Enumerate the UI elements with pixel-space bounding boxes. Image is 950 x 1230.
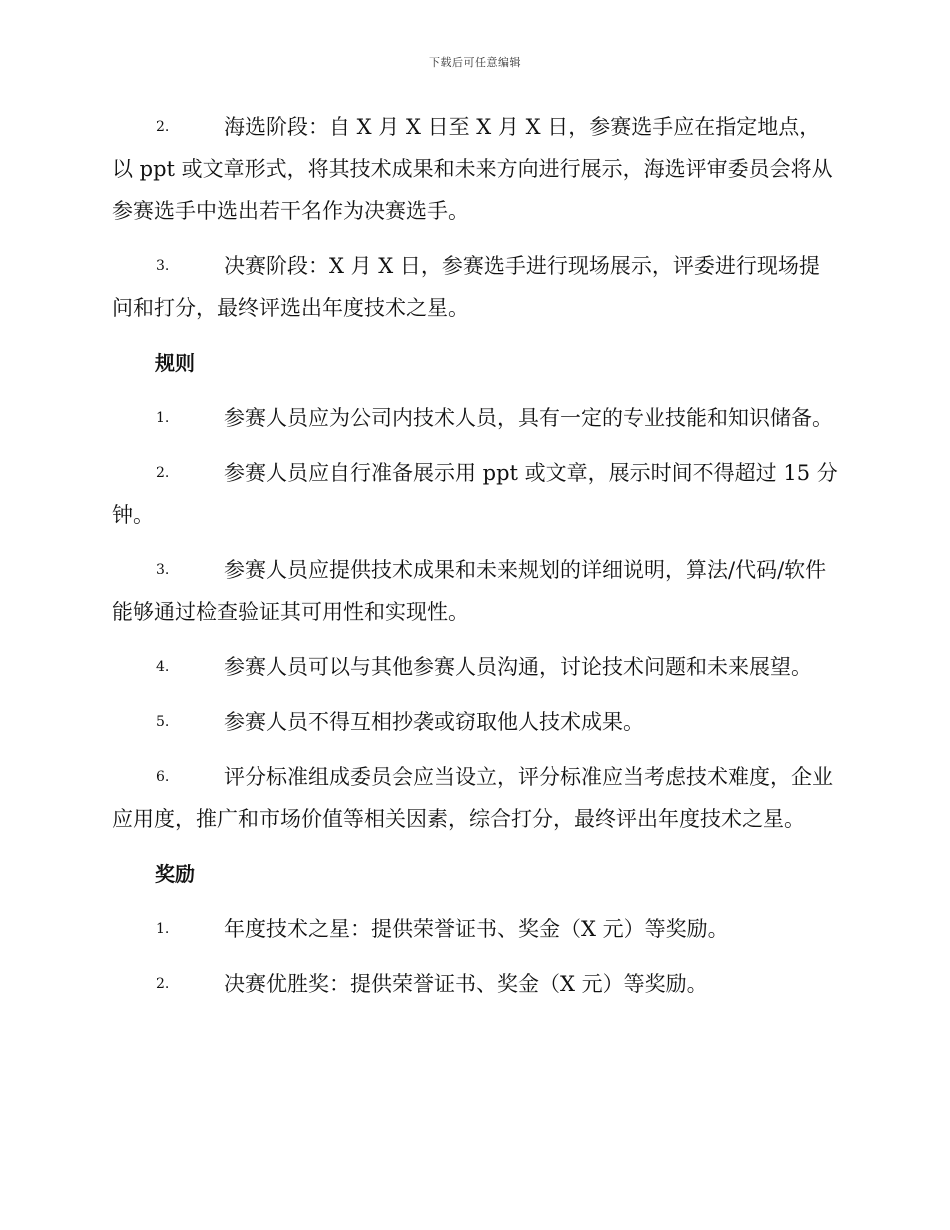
list-item [112,245,838,329]
list-item-text: 参赛人员应自行准备展示用 ppt 或文章，展示时间不得超过 15 分钟。 [112,461,838,527]
list-item-number: 5. [156,714,170,730]
list-item-number: 6. [156,769,170,785]
list-item [112,106,838,232]
document-body [112,106,838,1018]
list-item [112,452,838,536]
list-item [112,756,838,840]
section-heading-rewards: 奖励 [155,862,195,886]
list-item-number: 2. [156,119,170,135]
list-item-text: 决赛优胜奖：提供荣誉证书、奖金（X 元）等奖励。 [224,972,708,996]
list-item-number: 2. [156,976,170,992]
list-item-text: 参赛人员可以与其他参赛人员沟通，讨论技术问题和未来展望。 [224,655,812,679]
list-item-number: 3. [156,562,170,578]
list-item [112,963,838,1005]
list-item-number: 2. [156,465,170,481]
list-item-number: 1. [156,410,170,426]
list-item-text: 参赛人员应为公司内技术人员，具有一定的专业技能和知识储备。 [224,406,833,430]
list-item-number: 3. [156,258,170,274]
list-item [112,549,838,633]
list-item-text: 评分标准组成委员会应当设立，评分标准应当考虑技术难度，企业应用度，推广和市场价值等相关因素，综合打分，最终评出年度技术之星。 [112,765,833,831]
list-item [112,908,838,950]
list-item [112,397,838,439]
page-header: 下载后可任意编辑 [429,56,521,69]
list-item [112,646,838,688]
list-item-text: 海选阶段：自 X 月 X 日至 X 月 X 日，参赛选手应在指定地点，以 ppt 或文章形式，将其技术成果和未来方向进行展示，海选评审委员会将从参赛选手中选出若干名作为决赛选手。 [112,115,833,223]
list-item-text: 参赛人员不得互相抄袭或窃取他人技术成果。 [224,710,644,734]
list-item-number: 4. [156,659,170,675]
list-item [112,701,838,743]
section-heading-rules: 规则 [155,351,195,375]
list-item-text: 决赛阶段：X 月 X 日，参赛选手进行现场展示，评委进行现场提问和打分，最终评选出年度技术之星。 [112,254,820,320]
list-item-number: 1. [156,921,170,937]
list-item-text: 年度技术之星：提供荣誉证书、奖金（X 元）等奖励。 [224,917,729,941]
list-item-text: 参赛人员应提供技术成果和未来规划的详细说明，算法/代码/软件能够通过检查验证其可用性和实现性。 [112,558,827,624]
